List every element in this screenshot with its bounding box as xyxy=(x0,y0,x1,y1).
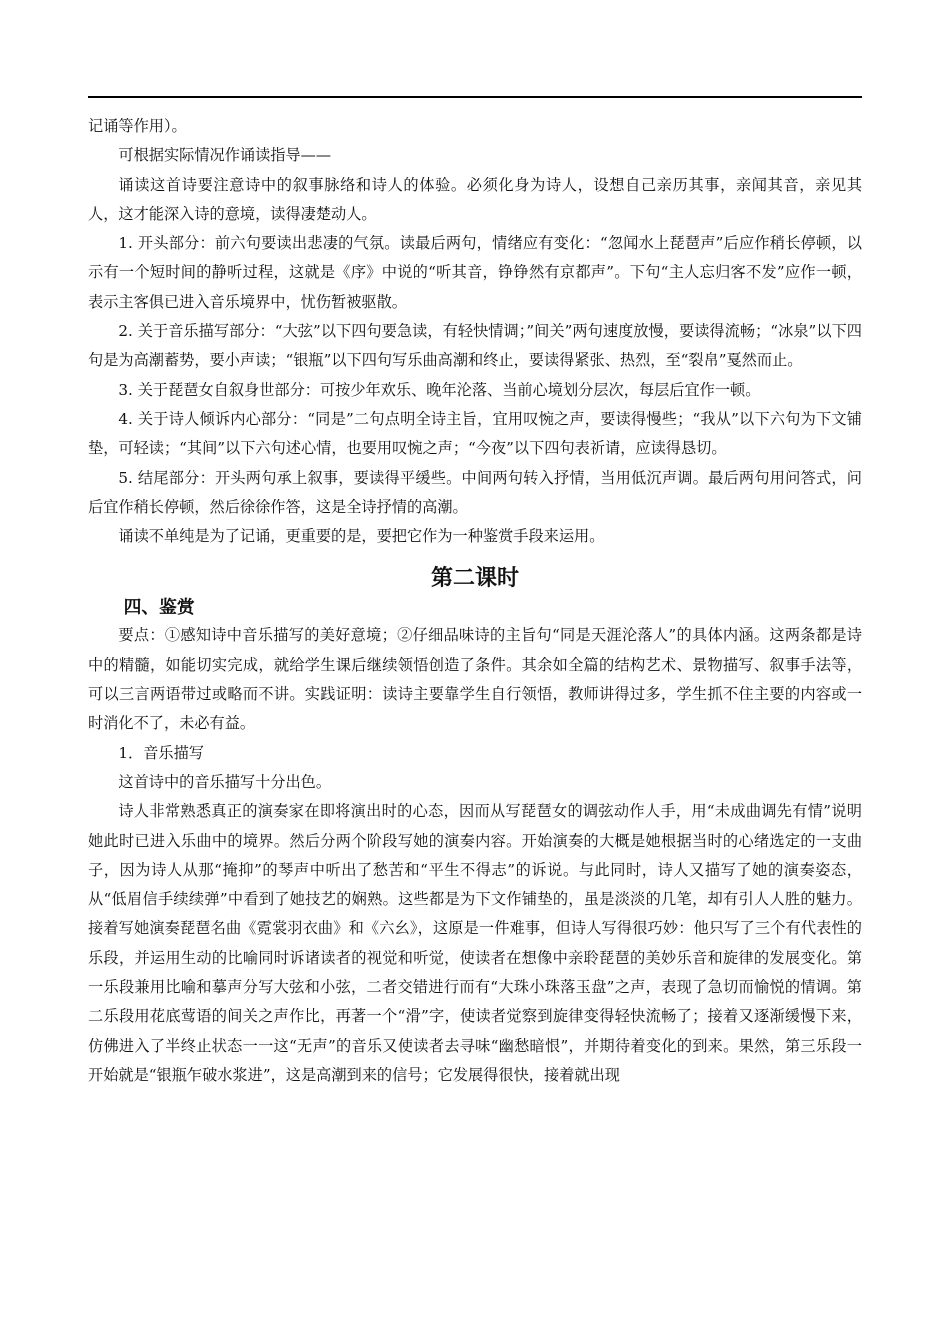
paragraph-point-1: 1. 开头部分：前六句要读出悲凄的气氛。读最后两句，情绪应有变化：“忽闻水上琵琶声”后应作稍长停顿，以示有一个短时间的静听过程，这就是《序》中说的“听其音，铮铮然有京都声”。下句“主人忘归客不发”应作一顿，表示主客俱已进入音乐境界中，忧伤暂被驱散。 xyxy=(88,234,862,311)
subheading-music-description: 1．音乐描写 xyxy=(118,743,204,762)
paragraph-key-points: 要点：①感知诗中音乐描写的美好意境；②仔细品味诗的主旨句“同是天涯沦落人”的具体内涵。这两条都是诗中的精髓，如能切实完成，就给学生课后继续领悟创造了条件。其余如全篇的结构艺术、景物描写、叙事手法等，可以三言两语带过或略而不讲。实践证明：读诗主要靠学生自行领悟，教师讲得过多，学生抓不住主要的内容或一时消化不了，未必有益。 xyxy=(88,626,862,733)
paragraph-point-2: 2. 关于音乐描写部分：“大弦”以下四句要急读，有轻快情调；”间关”两句速度放慢，要读得流畅；“冰泉”以下四句是为高潮蓄势，要小声读；“银瓶”以下四句写乐曲高潮和终止，要读得紧张、热烈，至“裂帛”戛然而止。 xyxy=(88,322,862,370)
paragraph-point-3: 3. 关于琵琶女自叙身世部分：可按少年欢乐、晚年沦落、当前心境划分层次，每层后宜作一顿。 xyxy=(118,380,761,399)
document-body xyxy=(88,112,862,1090)
paragraph-music-intro: 这首诗中的音乐描写十分出色。 xyxy=(118,772,332,791)
section-title: 第二课时 xyxy=(430,566,519,592)
section-heading-appreciation: 四、鉴赏 xyxy=(123,597,195,619)
paragraph-point-4: 4. 关于诗人倾诉内心部分：“同是”二句点明全诗主旨，宜用叹惋之声，要读得慢些；“我从”以下六句为下文铺垫，可轻读；“其间”以下六句述心情，也要用叹惋之声；“今夜”以下四句表祈请，应读得恳切。 xyxy=(88,409,862,458)
paragraph-guidance-intro: 可根据实际情况作诵读指导—— xyxy=(118,146,332,165)
paragraph-point-5: 5. 结尾部分：开头两句承上叙事，要读得平缓些。中间两句转入抒情，当用低沉声调。最后两句用问答式，问后宜作稍长停顿，然后徐徐作答，这是全诗抒情的高潮。 xyxy=(88,468,862,516)
header-rule xyxy=(88,96,862,98)
paragraph-reading-summary: 诵读不单纯是为了记诵，更重要的是，要把它作为一种鉴赏手段来运用。 xyxy=(118,527,605,546)
paragraph-reading-note: 诵读这首诗要注意诗中的叙事脉络和诗人的体验。必须化身为诗人，设想自己亲历其事，亲闻其音，亲见其人，这才能深入诗的意境，读得凄楚动人。 xyxy=(88,175,862,223)
paragraph-music-analysis: 诗人非常熟悉真正的演奏家在即将演出时的心态，因而从写琵琶女的调弦动作人手，用“未成曲调先有情”说明她此时已进入乐曲中的境界。然后分两个阶段写她的演奏内容。开始演奏的大概是她根据当时的心绪选定的一支曲子，因为诗人从那“掩抑”的琴声中听出了愁苦和“平生不得志”的诉说。与此同时，诗人又描写了她的演奏姿态，从“低眉信手续续弹”中看到了她技艺的娴熟。这些都是为下文作铺垫的，虽是淡淡的几笔，却有引人人胜的魅力。接着写她演奏琵琶名曲《霓裳羽衣曲》和《六幺》，这原是一件难事，但诗人写得很巧妙：他只写了三个有代表性的乐段，并运用生动的比喻同时诉诸读者的视觉和听觉，使读者在想像中亲聆琵琶的美妙乐音和旋律的发展变化。第一乐段兼用比喻和摹声分写大弦和小弦，二者交错进行而有“大珠小珠落玉盘”之声，表现了急切而愉悦的情调。第二乐段用花底莺语的间关之声作比，再著一个“滑”字，使读者觉察到旋律变得轻快流畅了；接着又逐渐缓慢下来，仿佛进入了半终止状态一一这“无声”的音乐又使读者去寻味“幽愁暗恨”，并期待着变化的到来。果然，第三乐段一开始就是“银瓶乍破水浆进”，这是高潮到来的信号；它发展得很快，接着就出现 xyxy=(88,802,862,1084)
paragraph-continuation: 记诵等作用）。 xyxy=(88,117,187,135)
